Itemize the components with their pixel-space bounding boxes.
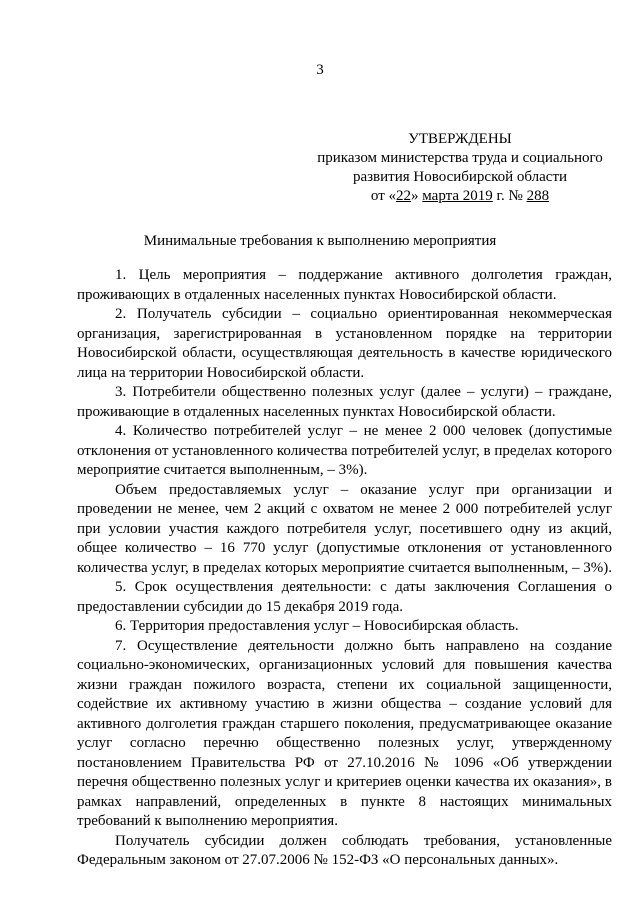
approval-heading: УТВЕРЖДЕНЫ — [408, 131, 512, 147]
approval-month-year: марта 2019 — [422, 188, 493, 204]
paragraph-consumer-count: 4. Количество потребителей услуг – не менее 2 000 человек (допустимые отклонения от установленного количества потребителей услуг, в пределах которого мероприятие считается выполненным, – 3%). — [77, 423, 612, 478]
paragraph-consumers: 3. Потребители общественно полезных услуг (далее – услуги) – граждане, проживающие в отдаленных населенных пунктах Новосибирской области. — [77, 384, 612, 420]
approval-number: 288 — [526, 188, 550, 204]
approval-line-1: приказом министерства труда и социального — [317, 150, 603, 166]
approval-line-2: развития Новосибирской области — [352, 169, 568, 185]
approval-day: 22 — [396, 188, 412, 204]
approval-date-prefix: от « — [370, 188, 397, 204]
approval-stamp — [310, 130, 610, 206]
page-number: 3 — [316, 62, 324, 78]
paragraph-personal-data: Получатель субсидии должен соблюдать требования, установленные Федеральным законом от 27.07.2006 № 152-ФЗ «О персональных данных». — [77, 832, 612, 868]
paragraph-term: 5. Срок осуществления деятельности: с даты заключения Соглашения о предоставлении субсидии до 15 декабря 2019 года. — [77, 579, 612, 615]
approval-date-suffix: г. № — [492, 188, 527, 204]
document-title: Минимальные требования к выполнению мероприятия — [143, 233, 497, 249]
paragraph-service-volume: Объем предоставляемых услуг – оказание услуг при организации и проведении не менее, чем 2 акций с охватом не менее 2 000 потребителей услуг при условии участия каждого потребителя услуг, посетившего одну из акций, общее количество – 16 770 услуг (допустимые отклонения от установленного количества услуг, в пределах которых мероприятие считается выполненным, – 3%). — [77, 481, 612, 576]
approval-date-mid: » — [411, 188, 423, 204]
approval-date-line — [310, 187, 610, 206]
paragraph-goal: 1. Цель мероприятия – поддержание активного долголетия граждан, проживающих в отдаленных населенных пунктах Новосибирской области. — [77, 267, 612, 303]
document-body — [77, 266, 612, 871]
paragraph-activity: 7. Осуществление деятельности должно быть направлено на создание социально-экономических, организационных условий для повышения качества жизни граждан пожилого возраста, степени их социальной защищенности, содействие их активному участию в жизни общества – создание условий для активного долголетия граждан старшего поколения, предусматривающее оказание услуг согласно перечню общественно полезных услуг, утвержденному постановлением Правительства РФ от 27.10.2016 № 1096 «Об утверждении перечня общественно полезных услуг и критериев оценки качества их оказания», в рамках направлений, определенных в пункте 8 настоящих минимальных требований к выполнению мероприятия. — [77, 637, 612, 829]
paragraph-territory: 6. Территория предоставления услуг – Новосибирская область. — [115, 618, 519, 634]
paragraph-recipient: 2. Получатель субсидии – социально ориентированная некоммерческая организация, зарегистрированная в установленном порядке на территории Новосибирской области, осуществляющая деятельность в качестве юридического лица на территории Новосибирской области. — [77, 306, 612, 381]
